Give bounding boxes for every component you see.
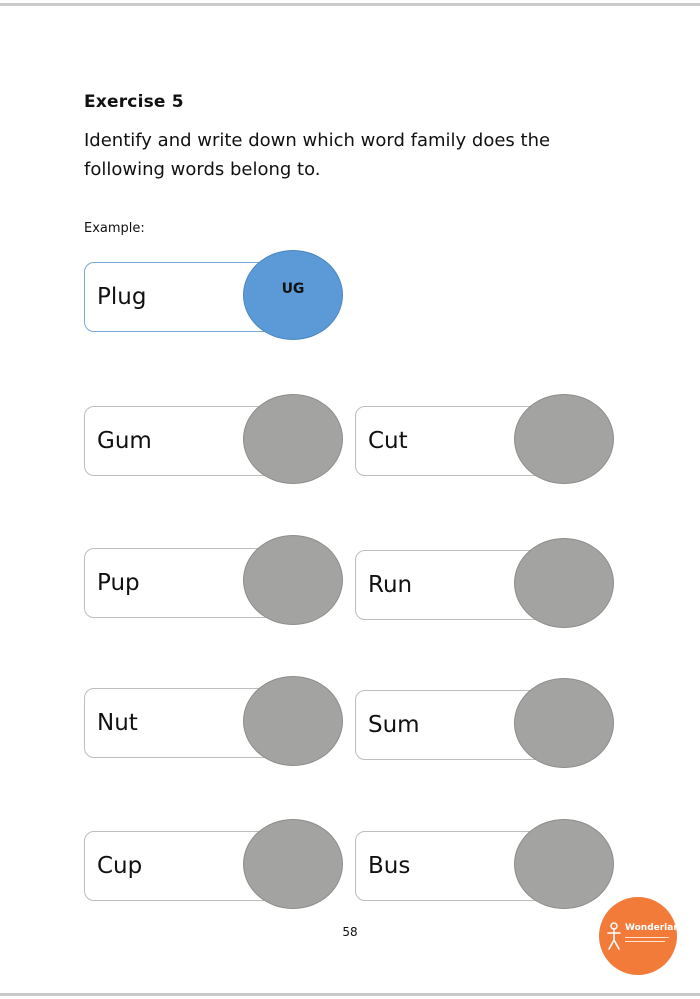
answer-field-run[interactable]	[514, 538, 614, 628]
figure-icon	[604, 921, 624, 951]
word-label: Run	[368, 572, 413, 598]
word-label: Pup	[97, 570, 140, 596]
logo-name: Wonderland	[625, 923, 687, 933]
answer-field-cup[interactable]	[243, 819, 343, 909]
page-bottom-edge	[0, 993, 700, 996]
example-word: Plug	[97, 284, 147, 310]
exercise-title: Exercise 5	[84, 92, 184, 112]
example-label: Example:	[84, 221, 145, 236]
logo-tagline-line	[625, 941, 665, 942]
word-label: Cut	[368, 428, 408, 454]
page-top-edge	[0, 3, 700, 6]
answer-field-gum[interactable]	[243, 394, 343, 484]
logo-tagline-line	[625, 937, 669, 938]
word-label: Nut	[97, 710, 138, 736]
word-label: Cup	[97, 853, 143, 879]
answer-field-cut[interactable]	[514, 394, 614, 484]
page-number: 58	[342, 925, 358, 939]
word-label: Sum	[368, 712, 420, 738]
wonderland-logo	[599, 897, 687, 975]
word-label: Bus	[368, 853, 411, 879]
answer-field-pup[interactable]	[243, 535, 343, 625]
example-answer: UG	[281, 281, 305, 297]
word-label: Gum	[97, 428, 152, 454]
answer-field-sum[interactable]	[514, 678, 614, 768]
exercise-instructions: Identify and write down which word family does the following words belong to.	[84, 130, 551, 180]
answer-field-bus[interactable]	[514, 819, 614, 909]
answer-field-nut[interactable]	[243, 676, 343, 766]
example-answer-circle	[243, 250, 343, 340]
